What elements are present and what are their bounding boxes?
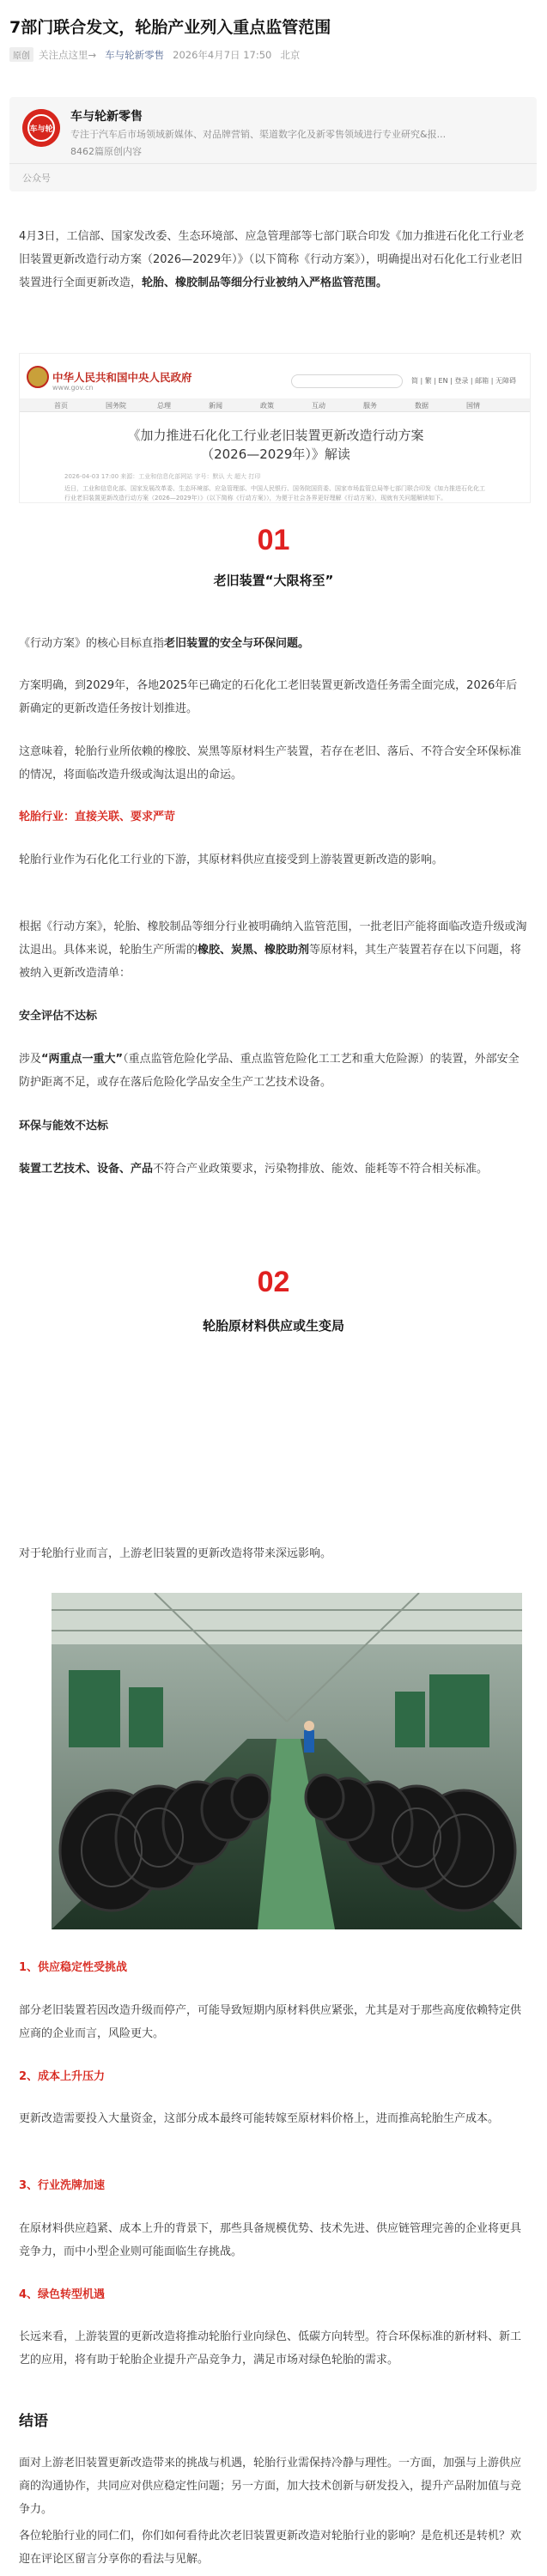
card-divider xyxy=(9,163,537,164)
publish-location: 北京 xyxy=(280,48,301,61)
gov-tools: 简 | 繁 | EN | 登录 | 邮箱 | 无障碍 xyxy=(411,377,516,385)
s1-p5-text-2: 等原材料，其生产装置若存在以下问题，将被纳入更新改造清单： xyxy=(19,944,522,980)
article-title: 7部门联合发文，轮胎产业列入重点监管范围 xyxy=(9,18,331,37)
article-meta xyxy=(9,47,533,62)
gov-doc-title xyxy=(20,426,531,464)
publish-date: 2026年4月7日 17:50 xyxy=(173,48,272,61)
gov-site-name: 中华人民共和国中央人民政府 xyxy=(52,371,192,384)
item-1-title: 1、供应稳定性受挑战 xyxy=(19,1961,128,1974)
item-3-text: 在原材料供应趋紧、成本上升的背景下，那些具备规模优势、技术先进、供应链管理完善的企业将更具竞争力，而中小型企业则可能面临生存挑战。 xyxy=(19,2222,522,2258)
c1-text: 涉及 xyxy=(19,1053,42,1066)
s1-p1-text: 《行动方案》的核心目标直指 xyxy=(19,637,165,650)
tire-factory-photo xyxy=(52,1593,522,1929)
section-2-number: 02 xyxy=(257,1266,290,1298)
gov-doc-title-line1: 《加力推进石化化工行业老旧装置更新改造行动方案 xyxy=(127,428,424,443)
intro-text: 4月3日，工信部、国家发改委、生态环境部、应急管理部等七部门联合印发《加力推进石化化工行业老旧装置更新改造行动方案（2026—2029年）》（以下简称《行动方案》），明确提出对石化化工行业老旧装置进行全面更新改造， xyxy=(19,230,525,289)
item-4-text: 长远来看，上游装置的更新改造将推动轮胎行业向绿色、低碳方向转型。符合环保标准的新材料、新工艺的应用，将有助于轮胎企业提升产品竞争力，满足市场对绿色轮胎的需求。 xyxy=(19,2330,522,2366)
gov-nav-item: 总理 xyxy=(157,402,171,410)
gov-nav-item: 互动 xyxy=(312,402,325,410)
conclusion-paragraph-2: 各位轮胎行业的同仁们，你们如何看待此次老旧装置更新改造对轮胎行业的影响？是危机还是转机？欢迎在评论区留言分享你的看法与见解。 xyxy=(19,2530,522,2566)
section-1-title: 老旧装置“大限将至” xyxy=(213,573,334,588)
original-tag: 原创 xyxy=(9,47,33,62)
gov-nav-item: 首页 xyxy=(54,402,68,410)
item-3-title: 3、行业洗牌加速 xyxy=(19,2179,106,2192)
gov-nav-item: 服务 xyxy=(363,402,377,410)
item-4-title: 4、绿色转型机遇 xyxy=(19,2288,106,2301)
item-2-text: 更新改造需要投入大量资金，这部分成本最终可能转嫁至原材料价格上，进而推高轮胎生产成本。 xyxy=(19,2112,500,2125)
tire-factory-illustration xyxy=(52,1593,522,1929)
item-2-title: 2、成本上升压力 xyxy=(19,2070,106,2083)
account-name: 车与轮新零售 xyxy=(70,110,143,124)
criteria-2-text xyxy=(19,1157,527,1181)
s1-p5-text: 根据《行动方案》，轮胎、橡胶制品等细分行业被明确纳入监管范围，一批老旧产能将面临改造升级或淘汰退出。具体来说，轮胎生产所需的 xyxy=(19,920,527,957)
c2-text: 不符合产业政策要求，污染物排放、能效、能耗等不符合相关标准。 xyxy=(153,1163,489,1176)
account-card[interactable] xyxy=(9,97,537,191)
item-1-text: 部分老旧装置若因改造升级而停产，可能导致短期内原材料供应紧张，尤其是对于那些高度依赖特定供应商的企业而言，风险更大。 xyxy=(19,2004,522,2040)
national-emblem-icon xyxy=(27,366,49,388)
account-description: 专注于汽车后市场领域新媒体、对品牌营销、渠道数字化及新零售领域进行专业研究&报... xyxy=(70,129,447,140)
section-2-title: 轮胎原材料供应或生变局 xyxy=(202,1318,344,1334)
account-logo-text: 车与轮 xyxy=(29,125,53,134)
gov-nav-item: 国务院 xyxy=(106,402,126,410)
criteria-1-title: 安全评估不达标 xyxy=(19,1010,98,1023)
gov-nav-item: 数据 xyxy=(415,402,428,410)
gov-doc-body: 近日，工业和信息化部、国家发展改革委、生态环境部、应急管理部、中国人民银行、国务院国资委、国家市场监管总局等七部门联合印发《加力推进石化化工行业老旧装置更新改造行动方案（2026—2029年）》（以下简称《行动方案》），为便于社会各界更好理解《行动方案》，现就有关问题解读如下。 xyxy=(64,485,485,501)
gov-nav-item: 新闻 xyxy=(209,402,222,410)
account-logo-mark xyxy=(22,109,60,147)
c1-text-2: （重点监管危险化学品、重点监管危险化工工艺和重大危险源）的装置，外部安全防护距离不足，或存在落后危险化学品安全生产工艺技术设备。 xyxy=(19,1053,520,1089)
section-1-paragraph-4: 轮胎行业作为石化化工行业的下游，其原材料供应直接受到上游装置更新改造的影响。 xyxy=(19,854,444,866)
section-1-paragraph-5 xyxy=(19,915,527,985)
section-1-paragraph-3: 这意味着，轮胎行业所依赖的橡胶、炭黑等原材料生产装置，若存在老旧、落后、不符合安全环保标准的情况，将面临改造升级或淘汰退出的命运。 xyxy=(19,745,522,781)
account-logo xyxy=(22,109,60,147)
account-type-label: 公众号 xyxy=(22,173,51,184)
gov-nav xyxy=(20,398,531,412)
gov-site-screenshot xyxy=(19,353,531,503)
s1-p1-bold: 老旧装置的安全与环保问题。 xyxy=(164,637,310,650)
gov-doc-title-line2: （2026—2029年）》解读 xyxy=(201,447,350,462)
criteria-2-title: 环保与能效不达标 xyxy=(19,1120,109,1133)
intro-bold: 轮胎、橡胶制品等细分行业被纳入严格监管范围。 xyxy=(142,276,388,289)
s1-p5-bold: 橡胶、炭黑、橡胶助剂 xyxy=(198,944,310,957)
conclusion-paragraph-1: 面对上游老旧装置更新改造带来的挑战与机遇，轮胎行业需保持冷静与理性。一方面，加强与上游供应商的沟通协作，共同应对供应稳定性问题；另一方面，加大技术创新与研发投入，提升产品附加值与竞争力。 xyxy=(19,2457,522,2516)
gov-search-box xyxy=(291,374,403,388)
c1-bold: “两重点一重大” xyxy=(41,1053,124,1066)
intro-paragraph xyxy=(19,225,527,295)
follow-hint: 关注点这里→ xyxy=(39,48,97,61)
section-1-number: 01 xyxy=(257,524,290,556)
gov-site-url: www.gov.cn xyxy=(52,384,94,392)
criteria-1-text xyxy=(19,1048,527,1094)
account-post-count: 8462篇原创内容 xyxy=(70,146,142,157)
section-1-paragraph-2: 方案明确，到2029年，各地2025年已确定的石化化工老旧装置更新改造任务需全面完成，2026年后新确定的更新改造任务按计划推进。 xyxy=(19,679,518,715)
gov-nav-item: 国情 xyxy=(466,402,480,410)
section-1-subheading: 轮胎行业：直接关联、要求严苛 xyxy=(19,811,176,823)
section-1-paragraph-1 xyxy=(19,632,527,655)
c2-bold: 装置工艺技术、设备、产品 xyxy=(19,1163,154,1176)
gov-doc-meta: 2026-04-03 17:00 来源：工业和信息化部网站 字号：默认 大 超大 打印 xyxy=(64,473,261,480)
gov-nav-item: 政策 xyxy=(260,402,274,410)
account-link[interactable]: 车与轮新零售 xyxy=(105,48,165,61)
conclusion-title: 结语 xyxy=(19,2413,48,2430)
section-2-paragraph-1: 对于轮胎行业而言，上游老旧装置的更新改造将带来深远影响。 xyxy=(19,1547,332,1560)
